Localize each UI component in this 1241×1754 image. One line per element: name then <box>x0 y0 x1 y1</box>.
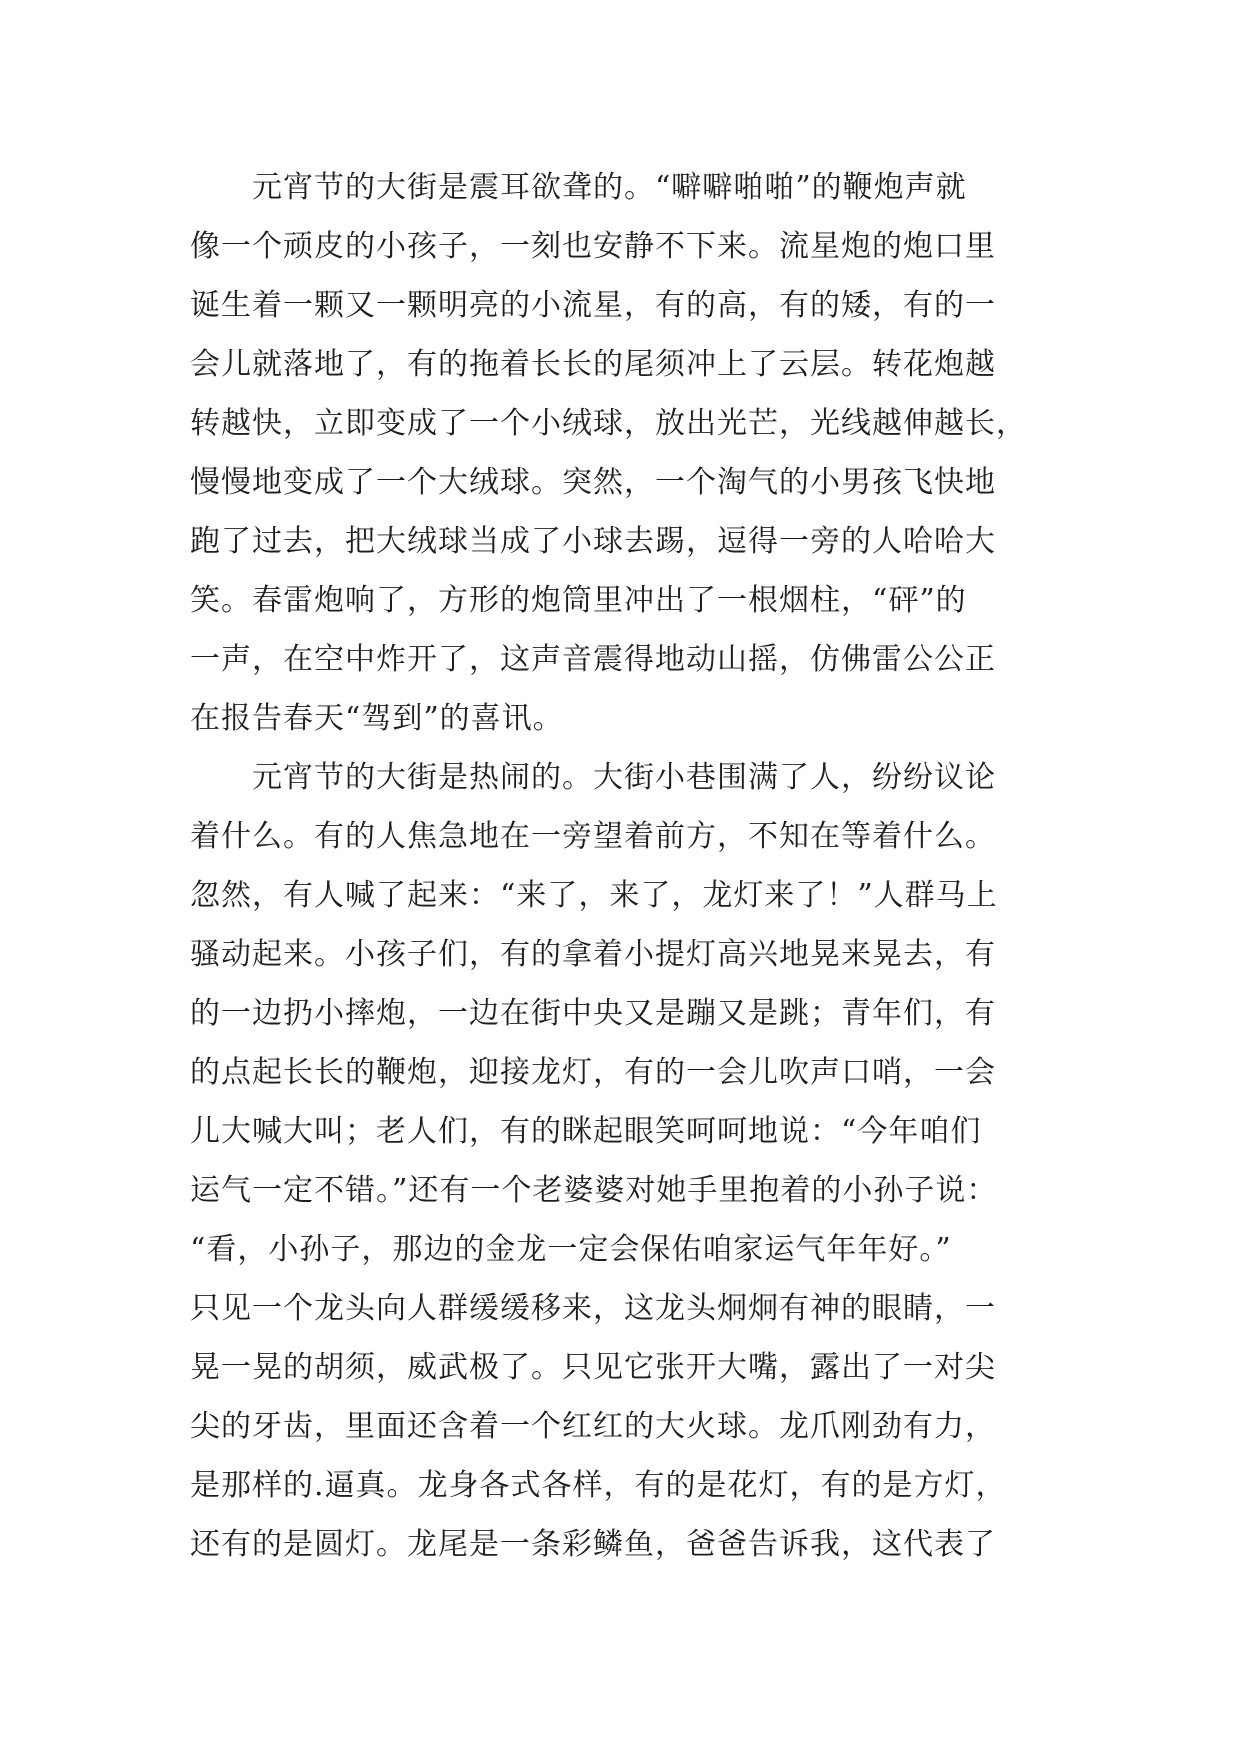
text-line: 转越快，立即变成了一个小绒球，放出光芒，光线越伸越长， <box>190 406 1027 441</box>
text-line: 笑。春雷炮响了，方形的炮筒里冲出了一根烟柱，“砰”的 <box>190 583 967 618</box>
text-line: 像一个顽皮的小孩子，一刻也安静不下来。流星炮的炮口里 <box>190 229 996 264</box>
text-line: 诞生着一颗又一颗明亮的小流星，有的高，有的矮，有的一 <box>190 288 996 323</box>
text-line: 着什么。有的人焦急地在一旁望着前方，不知在等着什么。 <box>190 819 996 854</box>
text-line: 元宵节的大街是热闹的。大街小巷围满了人，纷纷议论 <box>190 760 996 795</box>
text-line: 会儿就落地了，有的拖着长长的尾须冲上了云层。转花炮越 <box>190 347 996 382</box>
text-line: 的一边扔小摔炮，一边在街中央又是蹦又是跳；青年们，有 <box>190 996 996 1031</box>
text-line: 元宵节的大街是震耳欲聋的。“噼噼啪啪”的鞭炮声就 <box>190 170 967 205</box>
text-line: 一声，在空中炸开了，这声音震得地动山摇，仿佛雷公公正 <box>190 642 996 677</box>
text-line: 晃一晃的胡须，威武极了。只见它张开大嘴，露出了一对尖 <box>190 1350 996 1385</box>
text-line: 尖的牙齿，里面还含着一个红红的大火球。龙爪刚劲有力， <box>190 1409 996 1444</box>
text-line: 在报告春天“驾到”的喜讯。 <box>190 701 564 736</box>
text-line: 慢慢地变成了一个大绒球。突然，一个淘气的小男孩飞快地 <box>190 465 996 500</box>
text-line: 还有的是圆灯。龙尾是一条彩鳞鱼，爸爸告诉我，这代表了 <box>190 1527 996 1562</box>
text-line: 忽然，有人喊了起来：“来了，来了，龙灯来了！”人群马上 <box>190 878 998 913</box>
text-line: 骚动起来。小孩子们，有的拿着小提灯高兴地晃来晃去，有 <box>190 937 996 972</box>
text-line: “看，小孙子，那边的金龙一定会保佑咱家运气年年好。” <box>190 1232 952 1267</box>
text-line: 的点起长长的鞭炮，迎接龙灯，有的一会儿吹声口哨，一会 <box>190 1055 996 1090</box>
text-line: 只见一个龙头向人群缓缓移来，这龙头炯炯有神的眼睛，一 <box>190 1291 996 1326</box>
text-line: 是那样的.逼真。龙身各式各样，有的是花灯，有的是方灯， <box>190 1468 1007 1503</box>
body-text <box>190 158 1070 1574</box>
text-line: 跑了过去，把大绒球当成了小球去踢，逗得一旁的人哈哈大 <box>190 524 996 559</box>
text-line: 儿大喊大叫；老人们，有的眯起眼笑呵呵地说：“今年咱们 <box>190 1114 982 1149</box>
text-line: 运气一定不错。”还有一个老婆婆对她手里抱着的小孙子说： <box>190 1173 998 1208</box>
